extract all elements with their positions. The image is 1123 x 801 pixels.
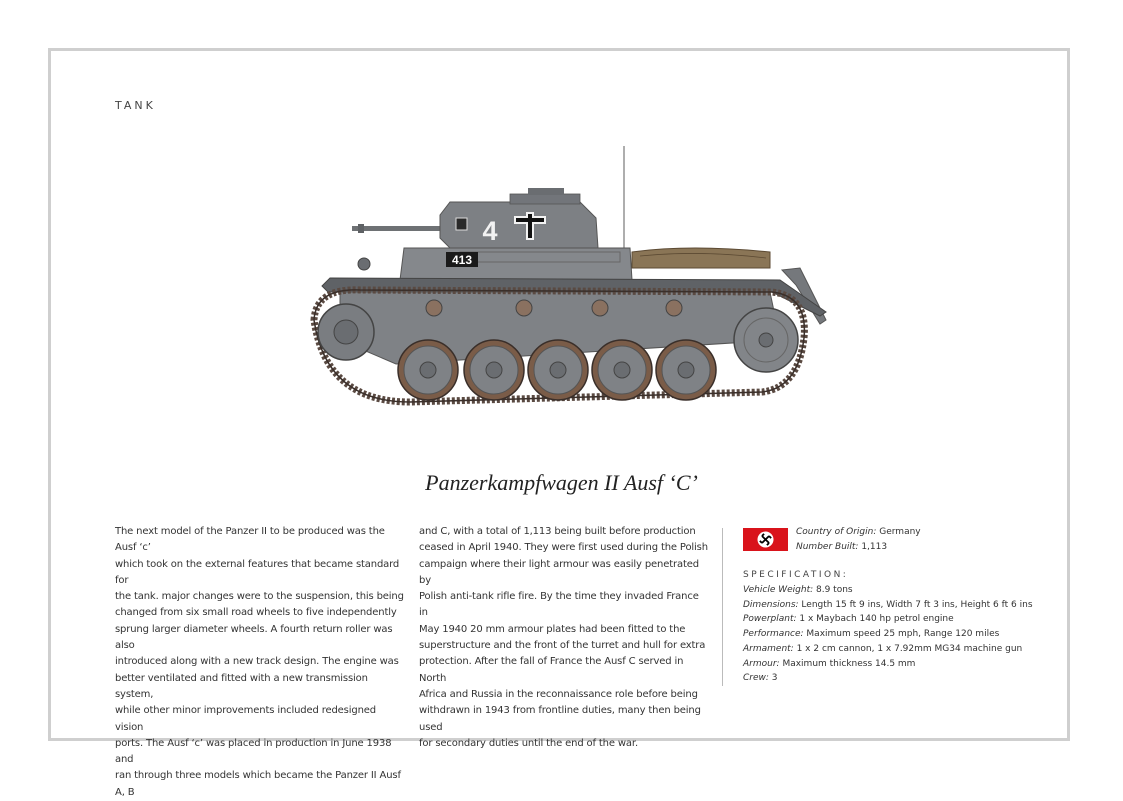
country-of-origin — [796, 525, 921, 540]
description-line: which took on the external features that became standard for — [115, 558, 400, 586]
turret-number: 4 — [482, 216, 498, 246]
spec-item — [743, 642, 1033, 657]
description-line: The next model of the Panzer II to be produced was the Ausf ‘c’ — [115, 526, 385, 554]
column-divider — [722, 528, 723, 686]
built-value: 1,113 — [858, 542, 888, 552]
description-line: for secondary duties until the end of the war. — [419, 737, 638, 749]
spec-value: Maximum speed 25 mph, Range 120 miles — [803, 629, 1000, 640]
description-line: superstructure and the front of the turret and hull for extra — [419, 640, 706, 652]
spec-value: Length 15 ft 9 ins, Width 7 ft 3 ins, Height 6 ft 6 ins — [798, 599, 1033, 610]
spec-item — [743, 598, 1033, 613]
category-label: TANK — [115, 99, 156, 112]
description-line: Africa and Russia in the reconnaissance role before being — [419, 688, 698, 700]
spec-value: 3 — [768, 673, 778, 684]
description-line: Polish anti-tank rifle fire. By the time they invaded France in — [419, 591, 699, 619]
description-line: better ventilated and fitted with a new transmission system, — [115, 672, 368, 700]
description-line: while other minor improvements included redesigned vision — [115, 705, 376, 733]
description-line: and C, with a total of 1,113 being built before production — [419, 526, 696, 537]
description-column-1 — [115, 524, 405, 801]
spec-value: Maximum thickness 14.5 mm — [779, 658, 916, 669]
country-flag-icon — [743, 528, 788, 551]
spec-item — [743, 612, 1033, 627]
description-line: the tank. major changes were to the suspension, this being — [115, 591, 404, 603]
spec-item — [743, 657, 1033, 672]
tank-illustration — [300, 140, 840, 420]
spec-label: Crew: — [743, 673, 769, 684]
spec-value: 1 x Maybach 140 hp petrol engine — [796, 614, 954, 625]
description-line: changed from six small road wheels to five independently — [115, 607, 397, 619]
description-line: introduced along with a new track design. The engine was — [115, 656, 399, 668]
number-built — [796, 540, 921, 555]
description-line: withdrawn in 1943 from frontline duties, many then being used — [419, 705, 701, 733]
spec-label: Armour: — [743, 658, 780, 669]
description-line: campaign where their light armour was easily penetrated by — [419, 558, 699, 586]
vehicle-title: Panzerkampfwagen II Ausf ‘C’ — [425, 470, 698, 495]
spec-item — [743, 627, 1033, 642]
description-column-2 — [419, 524, 709, 752]
spec-item — [743, 583, 1033, 598]
built-label: Number Built: — [796, 542, 859, 552]
spec-label: Powerplant: — [743, 614, 797, 625]
hull-number: 413 — [451, 253, 473, 267]
country-label: Country of Origin: — [796, 527, 877, 537]
origin-info — [796, 525, 921, 555]
specification-heading: SPECIFICATION: — [743, 570, 849, 580]
description-line: sprung larger diameter wheels. A fourth return roller was also — [115, 623, 393, 652]
description-line: ceased in April 1940. They were first used during the Polish — [419, 542, 708, 554]
specification-list — [743, 583, 1033, 686]
spec-value: 8.9 tons — [813, 585, 853, 595]
country-value: Germany — [876, 527, 921, 537]
description-line: ports. The Ausf ‘c’ was placed in production in June 1938 and — [115, 737, 392, 766]
spec-label: Dimensions: — [743, 599, 799, 610]
spec-label: Performance: — [743, 629, 804, 640]
spec-item — [743, 671, 1033, 686]
description-line: May 1940 20 mm armour plates had been fitted to the — [419, 623, 686, 635]
spec-value: 1 x 2 cm cannon, 1 x 7.92mm MG34 machine gun — [793, 643, 1023, 654]
description-line: protection. After the fall of France the Ausf C served in North — [419, 656, 684, 684]
spec-label: Armament: — [743, 643, 794, 654]
spec-label: Vehicle Weight: — [743, 585, 814, 595]
description-line: ran through three models which became the Panzer II Ausf A, B — [115, 770, 401, 798]
